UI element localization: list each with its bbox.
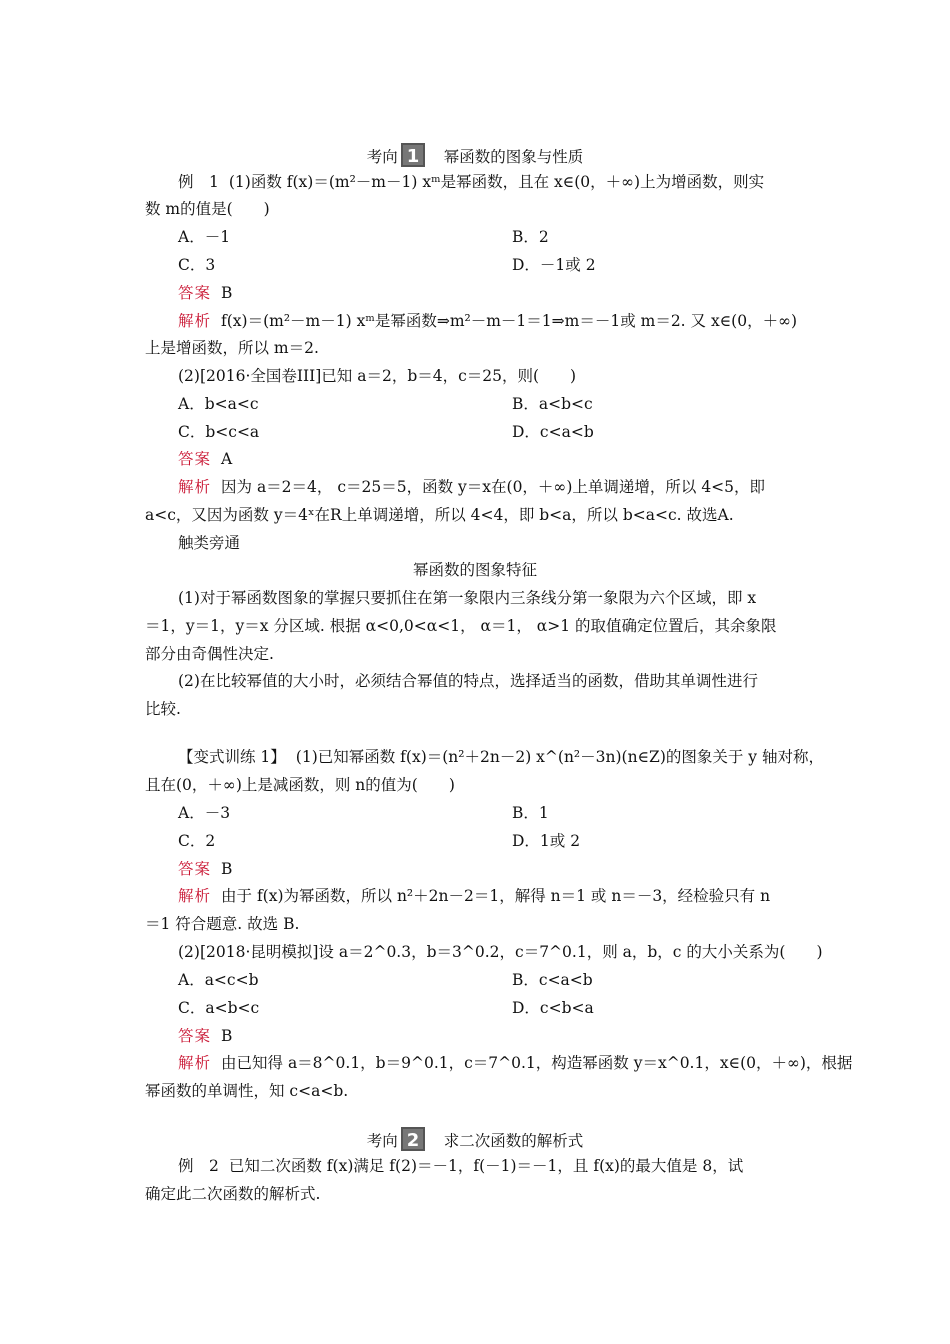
answer-value: A (221, 450, 233, 468)
analysis-line-2: 幂函数的单调性，知 c<a<b. (145, 1082, 349, 1100)
example-label: 例 1 (178, 173, 219, 191)
option-c: C．3 (178, 256, 216, 274)
answer-label: 答案 (178, 284, 212, 302)
option-a: A．－3 (178, 804, 231, 822)
example-2-line-1: 例 2 已知二次函数 f(x)满足 f(2)＝－1，f(－1)＝－1，且 f(x)的最大值是 8，试 (178, 1157, 744, 1175)
option-d: D．1或 2 (512, 832, 581, 850)
option-d: D．c<a<b (512, 423, 594, 441)
practice-line-2: 且在(0，＋∞)上是减函数，则 n的值为( ) (145, 776, 455, 794)
answer-label: 答案 (178, 450, 212, 468)
analysis-line-2: a<c，又因为函数 y＝4ˣ在R上单调递增，所以 4<4，即 b<a，所以 b<a<c. 故选A. (145, 506, 734, 524)
option-a: A．b<a<c (178, 395, 259, 413)
svg-text:1: 1 (406, 146, 420, 167)
svg-text:2: 2 (406, 1130, 420, 1151)
answer-line (178, 448, 232, 470)
analysis-line-1: 解析 f(x)＝(m²－m－1) xᵐ是幂函数⇒m²－m－1＝1⇒m＝－1或 m＝2. 又 x∈(0，＋∞) (178, 312, 798, 330)
answer-label: 答案 (178, 1027, 212, 1045)
option-b: B．c<a<b (512, 971, 593, 989)
tips-paragraph-1-line-1: (1)对于幂函数图象的掌握只要抓住在第一象限内三条线分第一象限为六个区域，即 x (178, 589, 757, 607)
question-2-line: (2)[2016·全国卷III]已知 a＝2，b＝4，c＝25，则( ) (178, 367, 577, 385)
tips-paragraph-2-line-1: (2)在比较幂值的大小时，必须结合幂值的特点，选择适当的函数，借助其单调性进行 (178, 672, 758, 690)
example-1-line-1: 例 1 (1)函数 f(x)＝(m²－m－1) xᵐ是幂函数，且在 x∈(0，＋∞)上为增函数，则实 (178, 173, 765, 191)
tips-paragraph-1-line-2: ＝1，y＝1，y＝x 分区域. 根据 α<0,0<α<1， α＝1， α>1 的取值确定位置后，其余象限 (145, 617, 777, 635)
practice-line-1: 【变式训练 1】 (1)已知幂函数 f(x)＝(n²＋2n－2) x^(n²－3n)(n∈Z)的图象关于 y 轴对称， (178, 748, 824, 766)
analysis-line-1: 解析 因为 a＝2＝4， c＝25＝5，函数 y＝x在(0，＋∞)上单调递增，所以 4<5，即 (178, 478, 766, 496)
analysis-line-2: 上是增函数，所以 m＝2. (145, 339, 319, 357)
answer-line (178, 282, 232, 304)
analysis-label: 解析 (178, 478, 212, 496)
example-1-line-2: 数 m的值是( ) (145, 200, 270, 218)
tips-label: 触类旁通 (178, 534, 241, 552)
option-d: D．－1或 2 (512, 256, 596, 274)
analysis-label: 解析 (178, 887, 212, 905)
answer-label: 答案 (178, 860, 212, 878)
option-c: C．b<c<a (178, 423, 260, 441)
section-number-badge-icon (400, 1126, 426, 1152)
answer-line (178, 858, 232, 880)
analysis-label: 解析 (178, 312, 212, 330)
section-prefix: 考向 (366, 1132, 398, 1150)
analysis-label: 解析 (178, 1054, 212, 1072)
section-heading-1 (0, 142, 950, 168)
option-b: B．a<b<c (512, 395, 593, 413)
option-c: C．a<b<c (178, 999, 260, 1017)
option-c: C．2 (178, 832, 216, 850)
answer-value: B (221, 860, 233, 878)
option-b: B．1 (512, 804, 549, 822)
answer-value: B (221, 1027, 233, 1045)
tips-paragraph-1-line-3: 部分由奇偶性决定. (145, 645, 274, 663)
practice-label: 【变式训练 1】 (178, 748, 286, 766)
question-2-line: (2)[2018·昆明模拟]设 a＝2^0.3，b＝3^0.2，c＝7^0.1，则 a，b，c 的大小关系为( ) (178, 943, 823, 961)
answer-value: B (221, 284, 233, 302)
analysis-line-2: ＝1 符合题意. 故选 B. (145, 915, 300, 933)
section-heading-2 (0, 1126, 950, 1152)
section-title: 幂函数的图象与性质 (443, 148, 584, 166)
analysis-line-1: 解析 由已知得 a＝8^0.1，b＝9^0.1，c＝7^0.1，构造幂函数 y＝x^0.1，x∈(0，＋∞)，根据 (178, 1054, 853, 1072)
answer-line (178, 1025, 232, 1047)
option-d: D．c<b<a (512, 999, 594, 1017)
option-b: B．2 (512, 228, 549, 246)
section-prefix: 考向 (366, 148, 398, 166)
example-2-line-2: 确定此二次函数的解析式. (145, 1185, 321, 1203)
tips-paragraph-2-line-2: 比较. (145, 700, 181, 718)
section-title: 求二次函数的解析式 (443, 1132, 584, 1150)
option-a: A．－1 (178, 228, 231, 246)
option-a: A．a<c<b (178, 971, 259, 989)
tips-title: 幂函数的图象特征 (412, 561, 537, 579)
analysis-line-1: 解析 由于 f(x)为幂函数，所以 n²＋2n－2＝1，解得 n＝1 或 n＝－3，经检验只有 n (178, 887, 771, 905)
section-number-badge-icon (400, 142, 426, 168)
example-label: 例 2 (178, 1157, 219, 1175)
